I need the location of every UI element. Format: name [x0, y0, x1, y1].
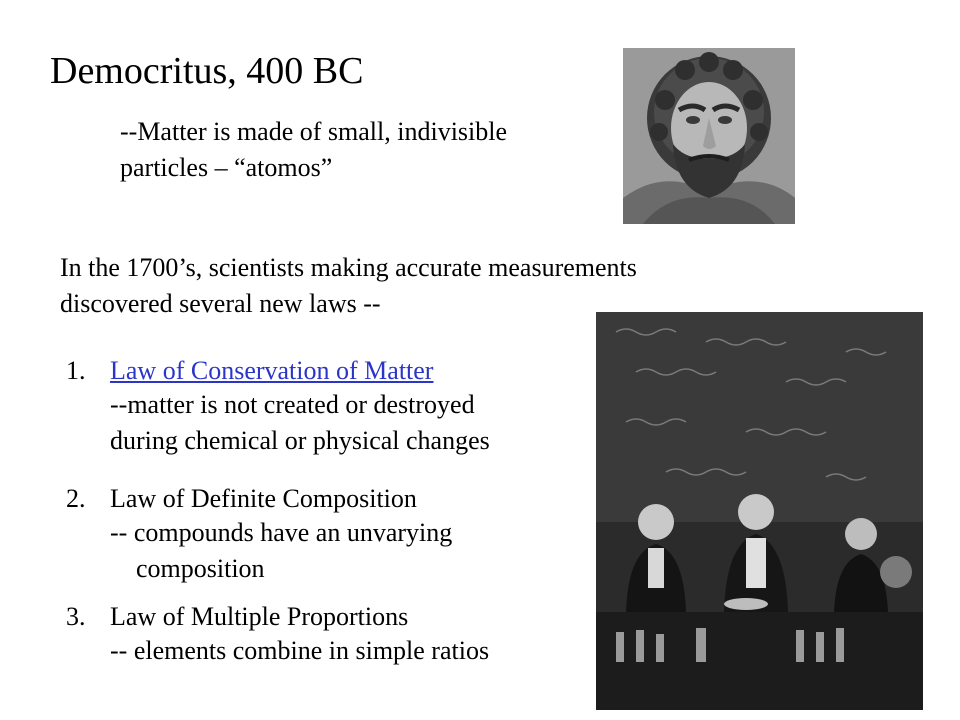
law-number: 3.	[66, 602, 86, 631]
law-number: 1.	[66, 356, 86, 385]
laboratory-illustration	[596, 312, 923, 710]
law-description-line-1: -- compounds have an unvarying	[110, 518, 453, 547]
law-number: 2.	[66, 484, 86, 513]
law-name: Law of Definite Composition	[110, 484, 417, 513]
quote-line-1: --Matter is made of small, indivisible	[120, 117, 508, 146]
law-item-1	[66, 354, 490, 458]
law-conservation-of-matter-link[interactable]: Law of Conservation of Matter	[110, 356, 434, 385]
law-description-line-2: during chemical or physical changes	[110, 426, 490, 455]
law-description-line-2: composition	[136, 554, 265, 583]
law-item-3	[66, 600, 489, 668]
quote-line-2: particles – “atomos”	[120, 153, 333, 182]
law-description-line-1: --matter is not created or destroyed	[110, 390, 475, 419]
democritus-bust-image	[623, 48, 795, 224]
intro-line-2: discovered several new laws --	[60, 289, 381, 318]
law-item-2	[66, 482, 452, 586]
slide-title: Democritus, 400 BC	[50, 50, 364, 92]
intro-line-1: In the 1700’s, scientists making accurate measurements	[60, 253, 637, 282]
law-description-line-1: -- elements combine in simple ratios	[110, 636, 490, 665]
bust-illustration	[623, 48, 795, 224]
democritus-quote	[120, 114, 507, 186]
intro-text	[60, 250, 637, 322]
laboratory-photo	[596, 312, 923, 710]
law-name: Law of Multiple Proportions	[110, 602, 409, 631]
